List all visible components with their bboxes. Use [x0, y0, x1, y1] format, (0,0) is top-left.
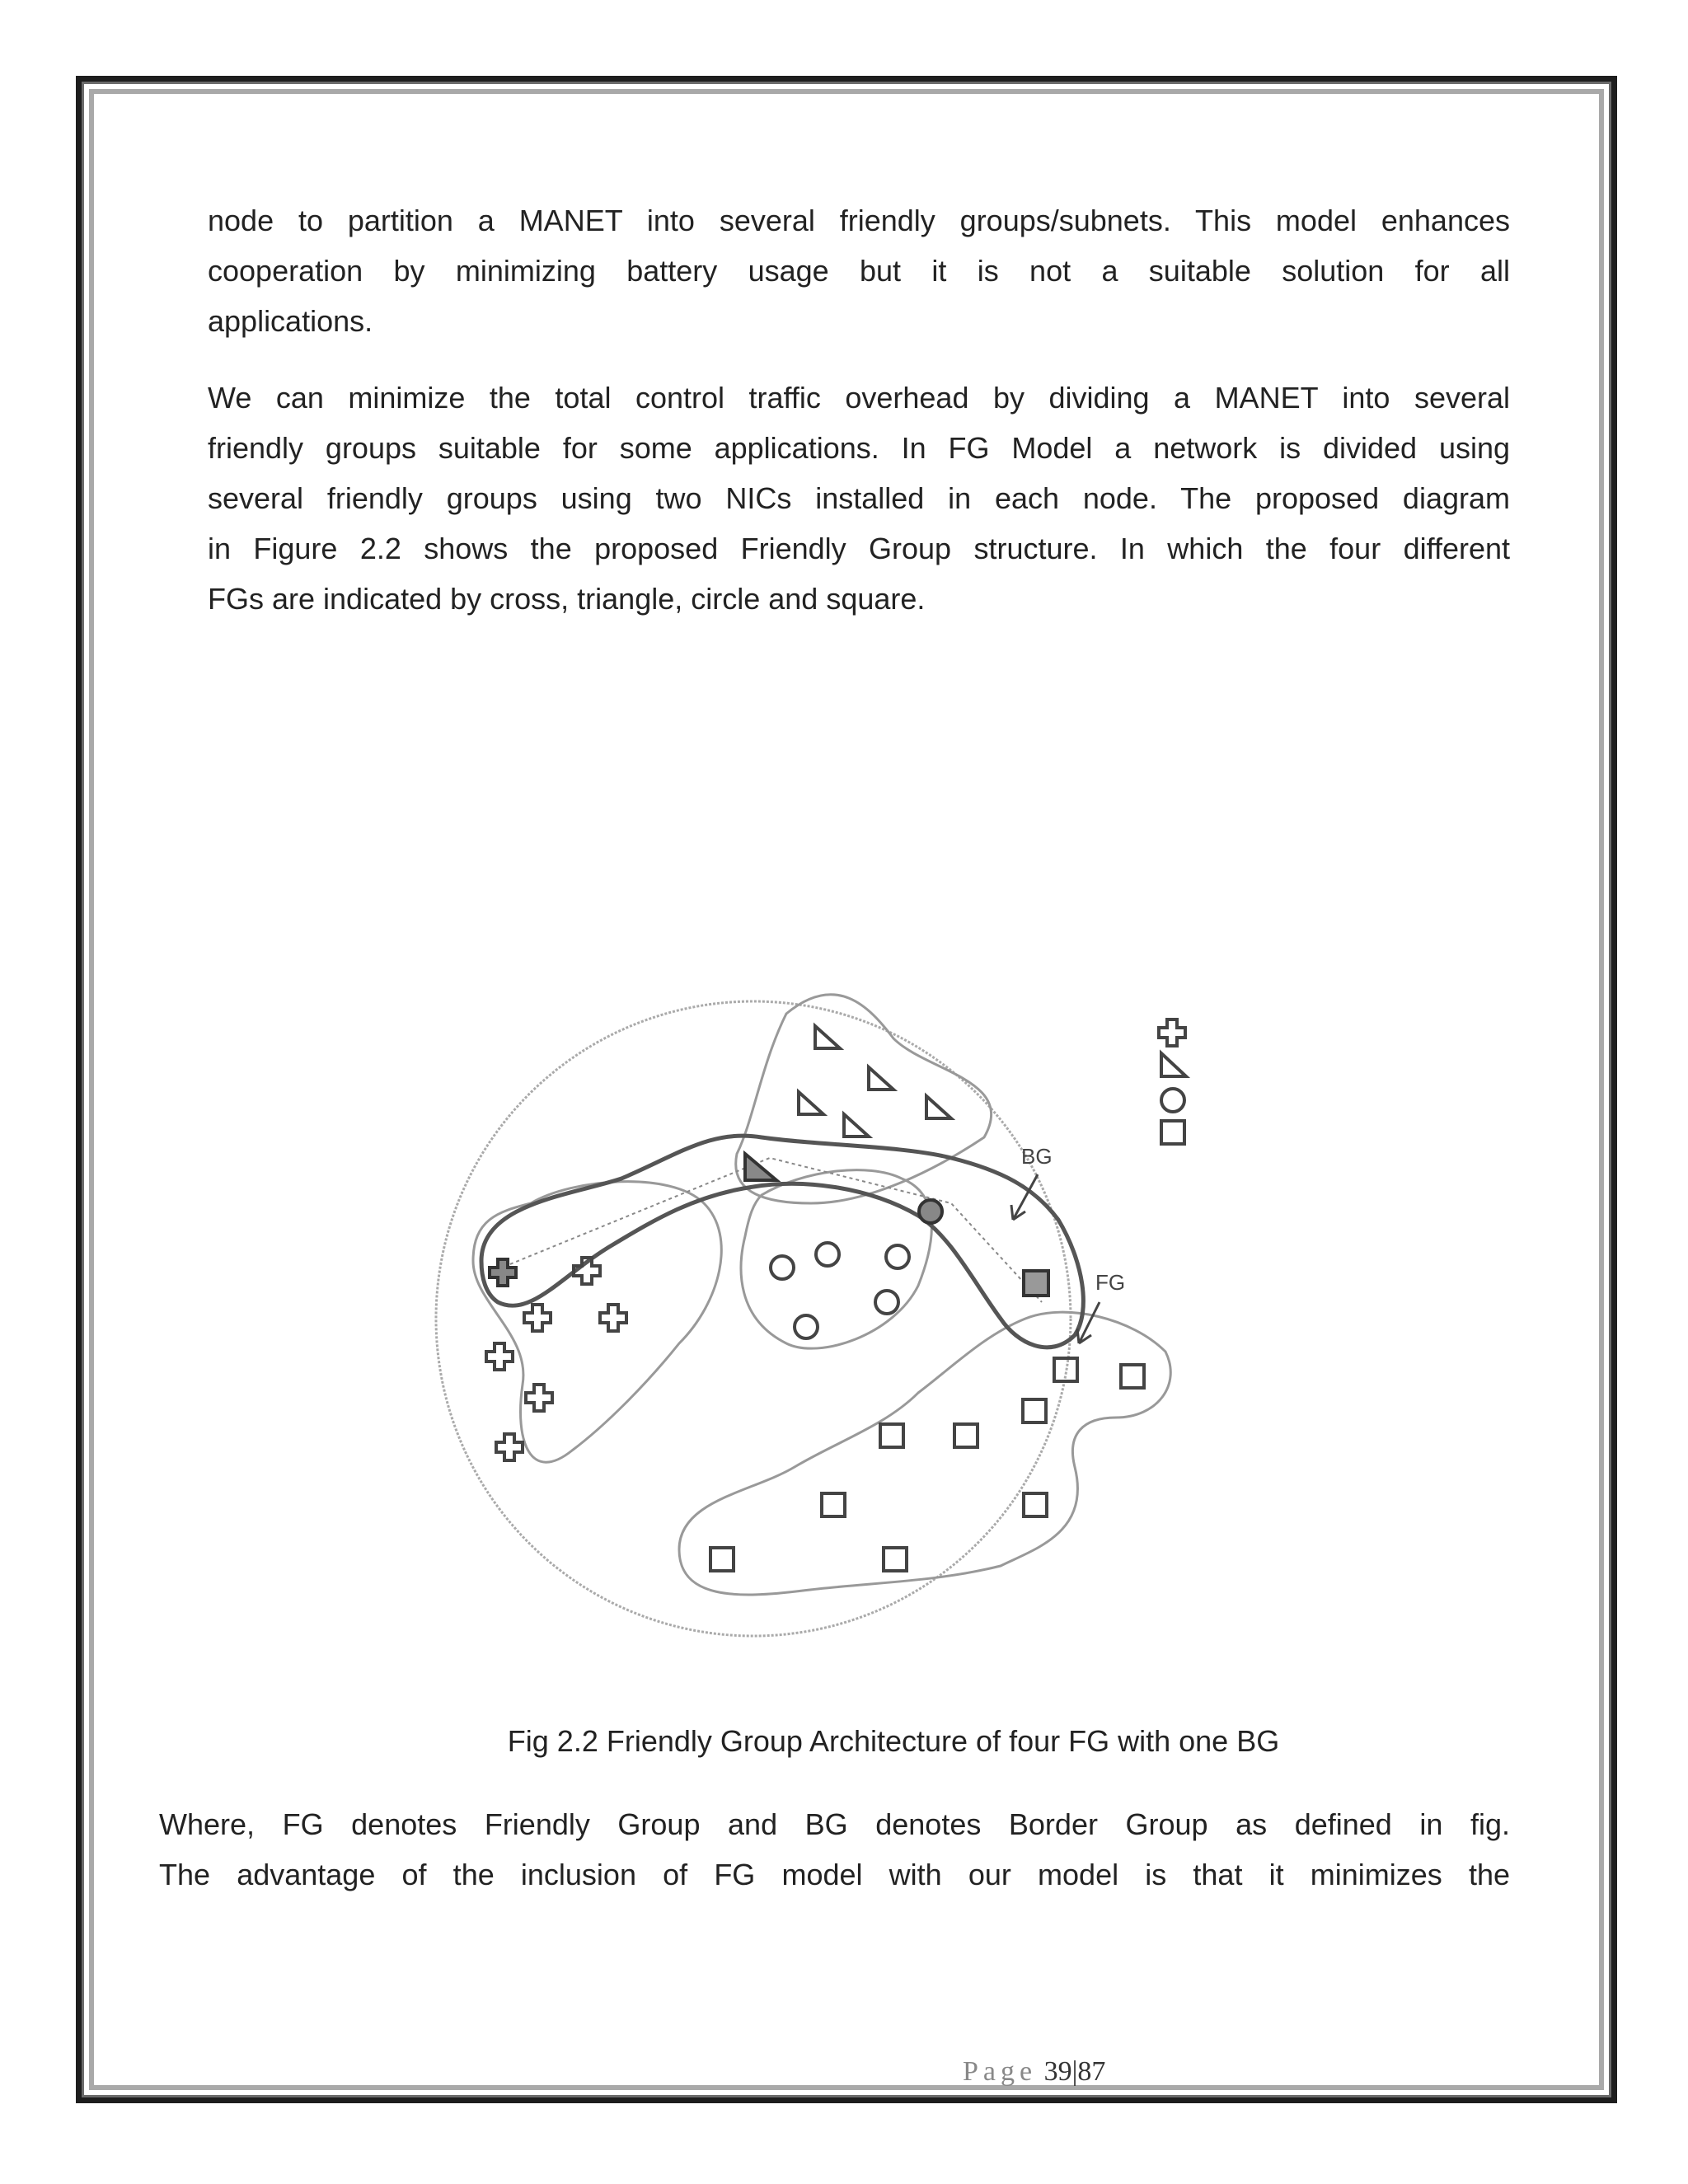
text-line: applications.	[208, 304, 373, 338]
page-footer	[963, 2056, 1105, 2088]
triangle-group-region	[736, 995, 992, 1203]
cross-nodes	[486, 1258, 626, 1460]
text-line: The advantage of the inclusion of FG model with our model is that it minimizes the	[159, 1858, 1510, 1891]
square-node	[954, 1424, 978, 1447]
legend	[1159, 1019, 1186, 1144]
square-nodes	[710, 1358, 1144, 1571]
circle-node	[886, 1245, 909, 1268]
page-separator: |	[1071, 2056, 1078, 2087]
fg-label: FG	[1095, 1270, 1126, 1295]
cross-node	[524, 1305, 551, 1331]
cross-group-region	[473, 1182, 721, 1463]
circle-node	[771, 1256, 794, 1279]
circle-node	[816, 1243, 839, 1266]
square-node	[1023, 1399, 1046, 1422]
border-circle-node	[919, 1200, 942, 1223]
text-line: in Figure 2.2 shows the proposed Friendly Group structure. In which the four different	[208, 532, 1510, 565]
border-triangle-node	[745, 1154, 776, 1180]
border-square-node	[1024, 1271, 1048, 1296]
circle-node	[795, 1315, 818, 1338]
legend-square-icon	[1161, 1121, 1184, 1144]
text-line: node to partition a MANET into several friendly groups/subnets. This model enhances	[208, 204, 1510, 237]
triangle-node	[815, 1026, 840, 1048]
legend-circle-icon	[1161, 1089, 1184, 1112]
text-line: several friendly groups using two NICs installed in each node. The proposed diagram	[208, 481, 1510, 515]
text-line: Where, FG denotes Friendly Group and BG denotes Border Group as defined in fig.	[159, 1807, 1510, 1841]
cross-node	[486, 1343, 513, 1370]
page-label: Page	[963, 2056, 1038, 2087]
border-group-band	[481, 1136, 1083, 1347]
triangle-node	[844, 1114, 869, 1137]
cross-node	[526, 1385, 552, 1411]
square-node	[710, 1548, 734, 1571]
square-node	[880, 1424, 903, 1447]
network-boundary	[436, 1001, 1071, 1636]
paragraph-definition	[159, 1799, 1510, 1900]
circle-nodes	[771, 1243, 909, 1338]
circle-node	[875, 1291, 898, 1314]
square-node	[884, 1548, 907, 1571]
square-node	[1024, 1493, 1047, 1516]
text-line: friendly groups suitable for some applications. In FG Model a network is divided using	[208, 431, 1510, 465]
paragraph-intro	[208, 195, 1510, 346]
friendly-group-diagram	[407, 956, 1231, 1648]
square-group-region	[679, 1312, 1170, 1595]
text-line: We can minimize the total control traffic overhead by dividing a MANET into several	[208, 381, 1510, 415]
bg-label: BG	[1021, 1144, 1053, 1169]
legend-triangle-icon	[1161, 1053, 1186, 1076]
text-line: cooperation by minimizing battery usage but it is not a suitable solution for all	[208, 254, 1510, 288]
square-node	[822, 1493, 845, 1516]
triangle-node	[926, 1096, 951, 1118]
triangle-node	[799, 1092, 823, 1114]
triangle-nodes	[799, 1026, 951, 1137]
figure-caption: Fig 2.2 Friendly Group Architecture of four FG with one BG	[507, 1724, 1280, 1758]
square-node	[1121, 1365, 1144, 1388]
triangle-node	[869, 1067, 893, 1090]
cross-node	[600, 1305, 626, 1331]
paragraph-fg-model	[208, 373, 1510, 624]
text-line: FGs are indicated by cross, triangle, circle and square.	[208, 582, 926, 616]
total-pages: 87	[1077, 2056, 1106, 2087]
legend-cross-icon	[1159, 1019, 1185, 1046]
cross-node	[496, 1434, 523, 1460]
page-number: 39	[1043, 2056, 1072, 2087]
